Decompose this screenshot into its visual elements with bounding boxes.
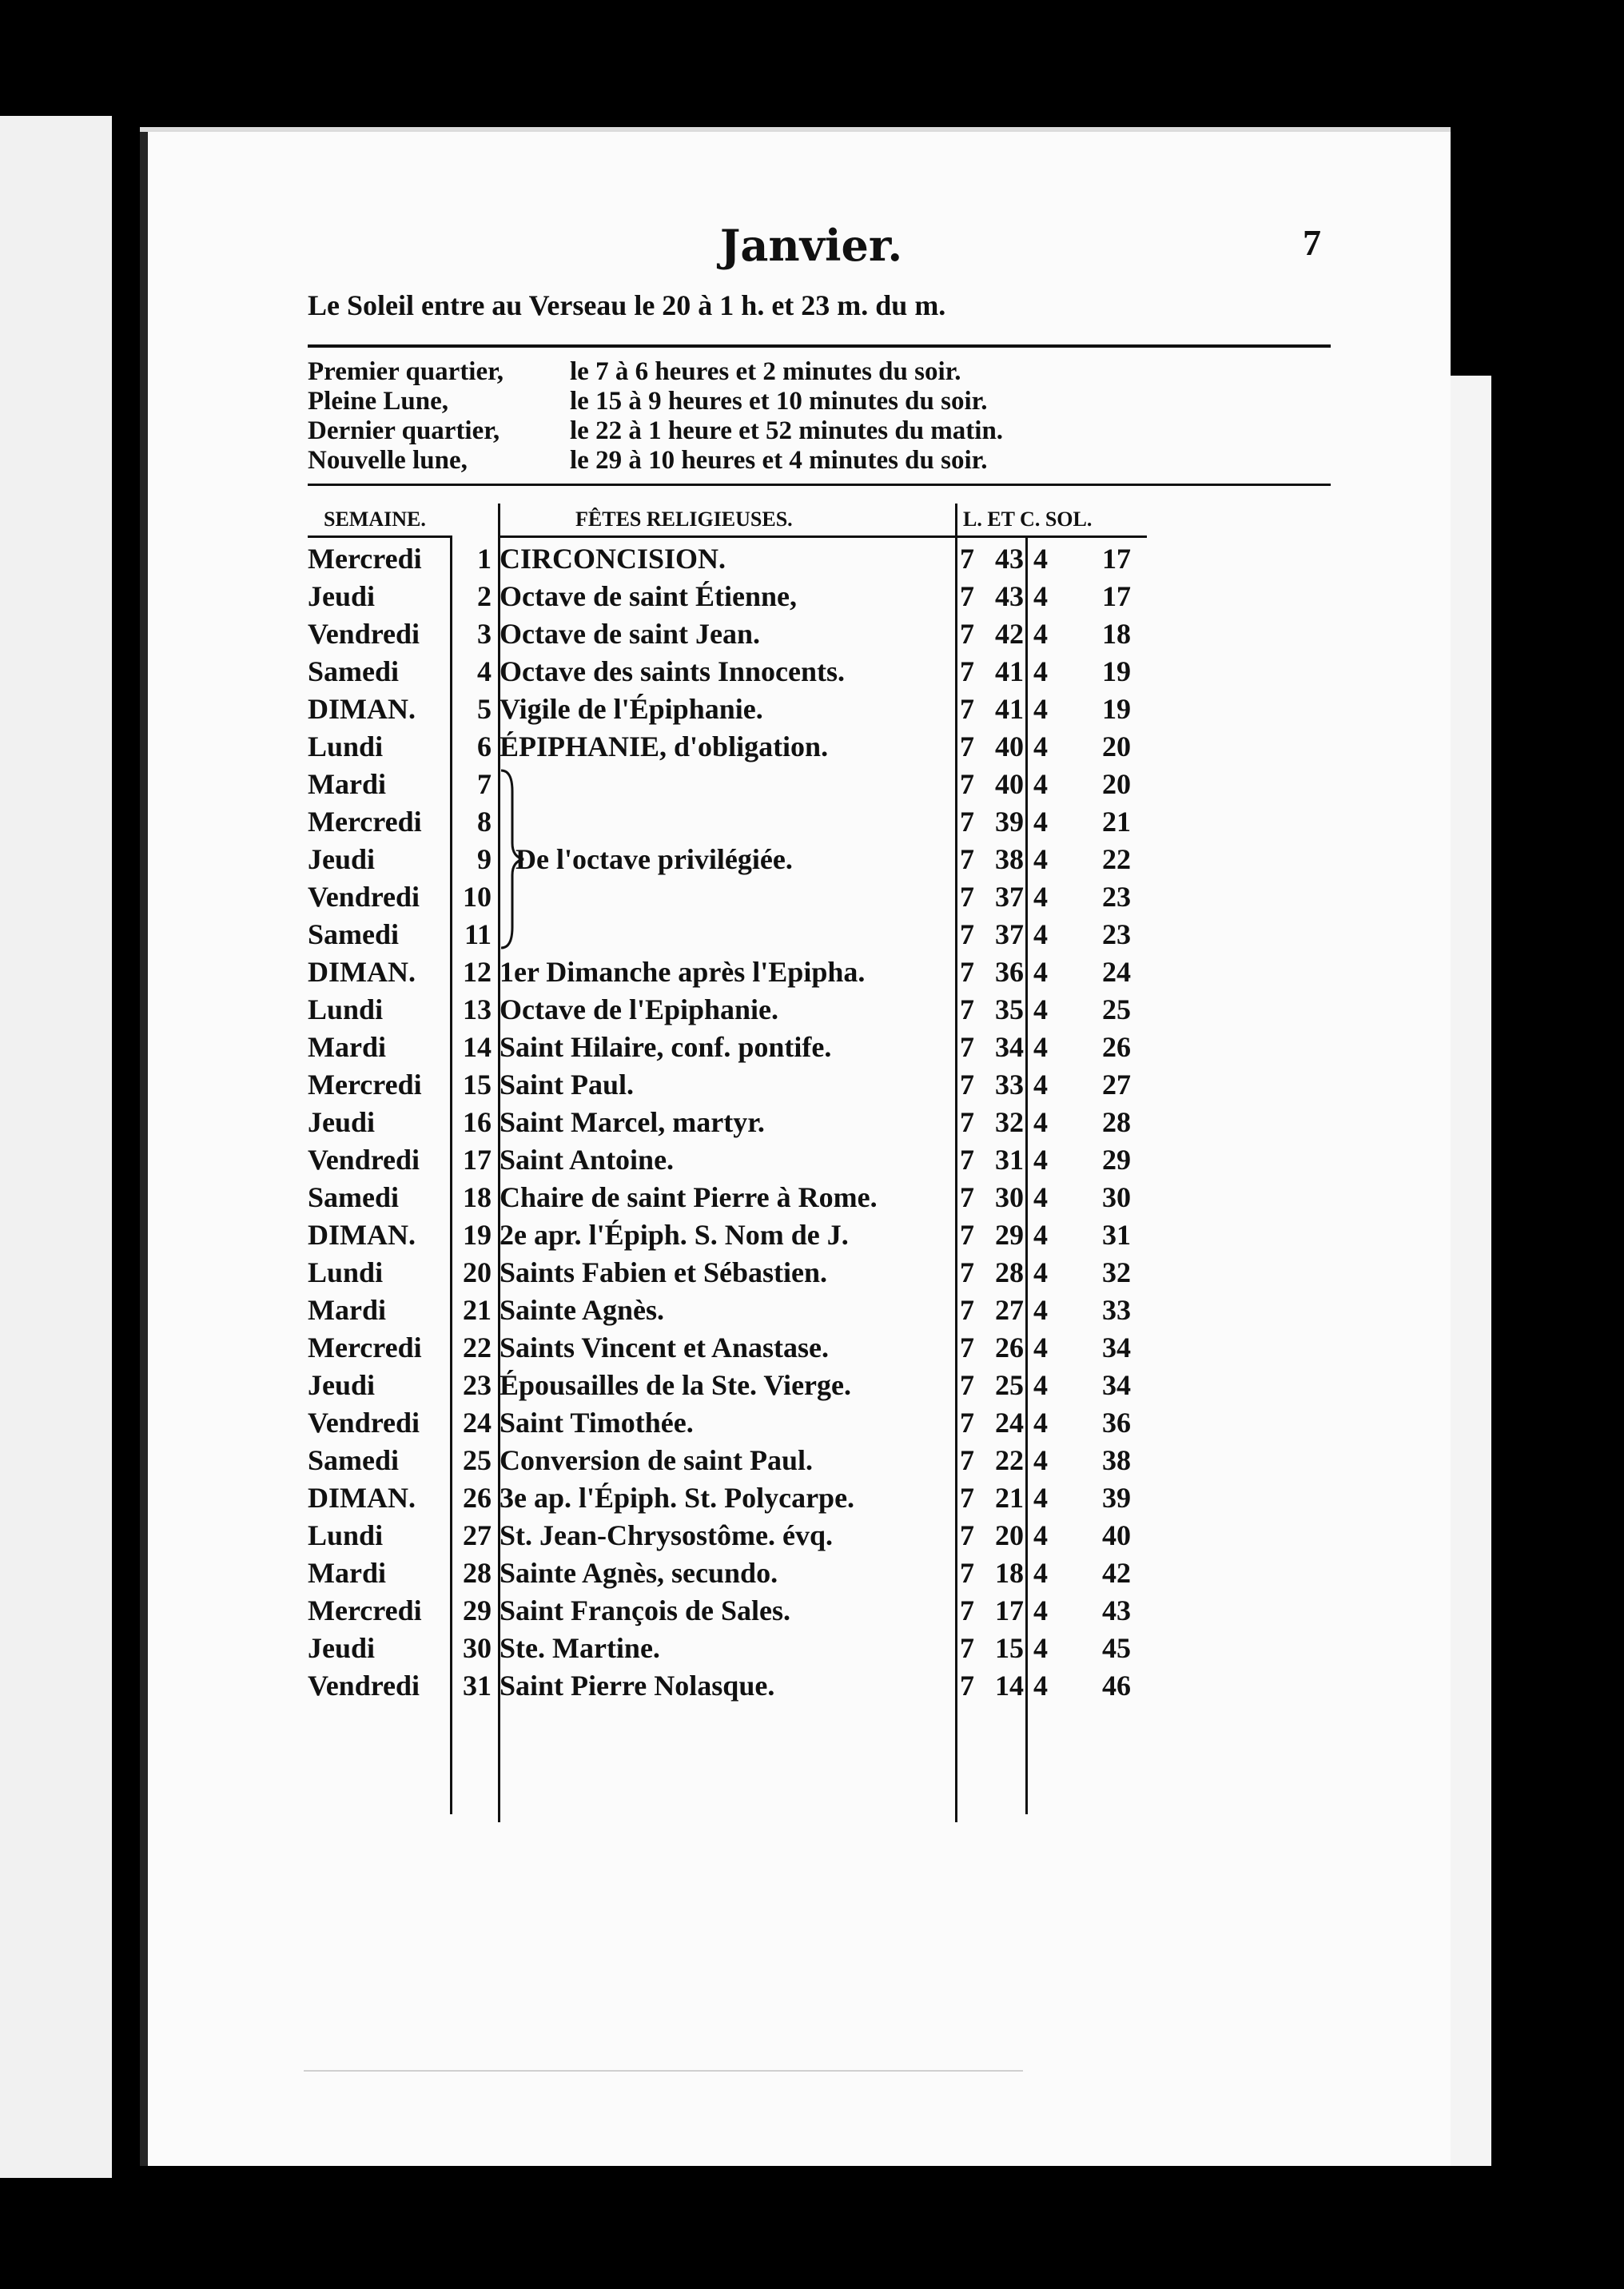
- sunrise-minutes: 38: [995, 843, 1024, 875]
- page-number: 7: [1303, 222, 1321, 263]
- sunrise-hour: 7: [960, 655, 974, 687]
- feast-name: Saint Timothée.: [500, 1407, 694, 1439]
- sunset-minutes: 24: [1102, 956, 1131, 988]
- sunrise-minutes: 25: [995, 1369, 1024, 1401]
- sunrise-minutes: 41: [995, 693, 1024, 725]
- sunrise-hour: 7: [960, 1444, 974, 1476]
- sunset-minutes: 38: [1102, 1444, 1131, 1476]
- sunrise-hour: 7: [960, 843, 974, 875]
- table-row: [308, 805, 1347, 842]
- sunrise-hour: 7: [960, 1594, 974, 1626]
- table-row: [308, 655, 1347, 692]
- sunset-minutes: 18: [1102, 618, 1131, 650]
- sunrise-hour: 7: [960, 918, 974, 950]
- day-number: 28: [463, 1557, 492, 1589]
- sunset-minutes: 20: [1102, 768, 1131, 800]
- sunrise-minutes: 35: [995, 993, 1024, 1025]
- sunset-minutes: 26: [1102, 1031, 1131, 1063]
- table-row: [308, 880, 1347, 918]
- sunset-minutes: 28: [1102, 1106, 1131, 1138]
- day-name: Jeudi: [308, 1369, 376, 1401]
- feast-name: Vigile de l'Épiphanie.: [500, 693, 763, 725]
- day-number: 11: [464, 918, 492, 950]
- sunrise-hour: 7: [960, 1294, 974, 1326]
- day-name: Vendredi: [308, 881, 420, 913]
- table-row: [308, 730, 1347, 767]
- day-number: 10: [463, 881, 492, 913]
- sunrise-hour: 7: [960, 768, 974, 800]
- day-number: 18: [463, 1181, 492, 1213]
- day-number: 1: [477, 543, 492, 575]
- feast-name: 1er Dimanche après l'Epipha.: [500, 956, 866, 988]
- sunset-minutes: 17: [1102, 580, 1131, 612]
- sunset-minutes: 43: [1102, 1594, 1131, 1626]
- sunrise-minutes: 43: [995, 580, 1024, 612]
- semaine-underline: [308, 535, 450, 538]
- sunrise-minutes: 14: [995, 1670, 1024, 1702]
- day-name: Lundi: [308, 1256, 384, 1288]
- sunrise-hour: 7: [960, 1407, 974, 1439]
- day-number: 27: [463, 1519, 492, 1551]
- sunrise-hour: 7: [960, 1670, 974, 1702]
- day-number: 17: [463, 1144, 492, 1176]
- table-row: [308, 1669, 1347, 1706]
- sunset-minutes: 17: [1102, 543, 1131, 575]
- day-number: 31: [463, 1670, 492, 1702]
- sunset-hour: 4: [1033, 881, 1048, 913]
- feast-name: Saint Paul.: [500, 1069, 635, 1101]
- feast-name: ÉPIPHANIE, d'obligation.: [500, 730, 829, 762]
- day-number: 14: [463, 1031, 492, 1063]
- column-headers: [308, 508, 1347, 536]
- sunset-minutes: 23: [1102, 918, 1131, 950]
- sunset-minutes: 45: [1102, 1632, 1131, 1664]
- sunset-hour: 4: [1033, 1444, 1048, 1476]
- sunrise-hour: 7: [960, 1219, 974, 1251]
- table-row: [308, 1406, 1347, 1443]
- table-row: [308, 767, 1347, 805]
- day-name: Mardi: [308, 768, 386, 800]
- sunset-minutes: 39: [1102, 1482, 1131, 1514]
- sunrise-hour: 7: [960, 1106, 974, 1138]
- sunrise-minutes: 27: [995, 1294, 1024, 1326]
- feast-name: Sainte Agnès.: [500, 1294, 665, 1326]
- table-row: [308, 993, 1347, 1030]
- feast-name: CIRCONCISION.: [500, 543, 726, 575]
- sunrise-minutes: 29: [995, 1219, 1024, 1251]
- feast-name: Octave de l'Epiphanie.: [500, 993, 779, 1025]
- day-number: 13: [463, 993, 492, 1025]
- day-number: 23: [463, 1369, 492, 1401]
- sunset-hour: 4: [1033, 730, 1048, 762]
- sunset-minutes: 20: [1102, 730, 1131, 762]
- day-number: 5: [477, 693, 492, 725]
- feast-name: Sainte Agnès, secundo.: [500, 1557, 778, 1589]
- left-page-edge: [0, 116, 112, 2178]
- feast-name: St. Jean-Chrysostôme. évq.: [500, 1519, 833, 1551]
- sunrise-hour: 7: [960, 1332, 974, 1363]
- sunrise-minutes: 22: [995, 1444, 1024, 1476]
- sunrise-minutes: 36: [995, 956, 1024, 988]
- sunset-hour: 4: [1033, 1106, 1048, 1138]
- day-number: 30: [463, 1632, 492, 1664]
- day-number: 25: [463, 1444, 492, 1476]
- table-row: [308, 1256, 1347, 1293]
- sunset-hour: 4: [1033, 843, 1048, 875]
- day-number: 7: [477, 768, 492, 800]
- table-row: [308, 955, 1347, 993]
- day-name: Mercredi: [308, 1594, 422, 1626]
- day-number: 22: [463, 1332, 492, 1363]
- sunrise-hour: 7: [960, 1069, 974, 1101]
- sunrise-minutes: 31: [995, 1144, 1024, 1176]
- day-name: Vendredi: [308, 1407, 420, 1439]
- feast-name: 3e ap. l'Épiph. St. Polycarpe.: [500, 1482, 855, 1514]
- octave-label: De l'octave privilégiée.: [515, 843, 793, 875]
- sunrise-minutes: 17: [995, 1594, 1024, 1626]
- calendar-table: [308, 535, 1347, 1902]
- day-name: Jeudi: [308, 843, 376, 875]
- top-rule: [308, 344, 1331, 348]
- sunrise-hour: 7: [960, 1632, 974, 1664]
- day-name: Jeudi: [308, 1632, 376, 1664]
- fetes-underline: [498, 535, 955, 538]
- sol-underline: [955, 535, 1147, 538]
- sunrise-minutes: 37: [995, 881, 1024, 913]
- phase-detail: le 22 à 1 heure et 52 minutes du matin.: [570, 416, 1004, 445]
- sunrise-hour: 7: [960, 543, 974, 575]
- sunrise-hour: 7: [960, 806, 974, 838]
- table-row: [308, 1331, 1347, 1368]
- day-number: 12: [463, 956, 492, 988]
- day-name: Mercredi: [308, 1069, 422, 1101]
- sunrise-minutes: 20: [995, 1519, 1024, 1551]
- sunset-hour: 4: [1033, 1632, 1048, 1664]
- sunrise-minutes: 18: [995, 1557, 1024, 1589]
- table-row: [308, 1068, 1347, 1105]
- sunset-minutes: 22: [1102, 843, 1131, 875]
- feast-name: Octave de saint Étienne,: [500, 580, 797, 612]
- sunrise-minutes: 24: [995, 1407, 1024, 1439]
- day-number: 16: [463, 1106, 492, 1138]
- sunset-minutes: 30: [1102, 1181, 1131, 1213]
- feast-name: Saint Marcel, martyr.: [500, 1106, 765, 1138]
- sunset-minutes: 36: [1102, 1407, 1131, 1439]
- phase-detail: le 29 à 10 heures et 4 minutes du soir.: [570, 446, 988, 475]
- sunset-minutes: 46: [1102, 1670, 1131, 1702]
- sunrise-hour: 7: [960, 1144, 974, 1176]
- sunrise-hour: 7: [960, 1482, 974, 1514]
- sunset-hour: 4: [1033, 1332, 1048, 1363]
- day-number: 26: [463, 1482, 492, 1514]
- day-number: 15: [463, 1069, 492, 1101]
- header-fetes: FÊTES RELIGIEUSES.: [575, 508, 793, 531]
- day-name: DIMAN.: [308, 1219, 416, 1251]
- day-name: Samedi: [308, 918, 400, 950]
- sunrise-hour: 7: [960, 1256, 974, 1288]
- sunrise-minutes: 15: [995, 1632, 1024, 1664]
- table-row: [308, 1368, 1347, 1406]
- day-number: 24: [463, 1407, 492, 1439]
- table-row: [308, 579, 1347, 617]
- table-row: [308, 1218, 1347, 1256]
- sunset-hour: 4: [1033, 1256, 1048, 1288]
- phase-name: Premier quartier,: [308, 357, 504, 386]
- table-row: [308, 617, 1347, 655]
- day-name: Mardi: [308, 1557, 386, 1589]
- day-name: Mercredi: [308, 543, 422, 575]
- sunrise-minutes: 42: [995, 618, 1024, 650]
- sunrise-minutes: 32: [995, 1106, 1024, 1138]
- moon-phase: [308, 446, 1339, 476]
- phase-detail: le 7 à 6 heures et 2 minutes du soir.: [570, 357, 961, 386]
- day-name: Vendredi: [308, 618, 420, 650]
- sunrise-minutes: 33: [995, 1069, 1024, 1101]
- day-number: 2: [477, 580, 492, 612]
- day-name: DIMAN.: [308, 956, 416, 988]
- day-name: Mardi: [308, 1031, 386, 1063]
- day-number: 29: [463, 1594, 492, 1626]
- feast-name: Saint François de Sales.: [500, 1594, 791, 1626]
- table-row: [308, 1594, 1347, 1631]
- day-number: 21: [463, 1294, 492, 1326]
- sunset-hour: 4: [1033, 693, 1048, 725]
- sunrise-minutes: 30: [995, 1181, 1024, 1213]
- day-name: Mercredi: [308, 1332, 422, 1363]
- sunset-hour: 4: [1033, 993, 1048, 1025]
- sunset-hour: 4: [1033, 1519, 1048, 1551]
- sunset-hour: 4: [1033, 1557, 1048, 1589]
- day-number: 3: [477, 618, 492, 650]
- day-name: Lundi: [308, 1519, 384, 1551]
- sunrise-minutes: 26: [995, 1332, 1024, 1363]
- sunset-minutes: 23: [1102, 881, 1131, 913]
- moon-phase: [308, 387, 1339, 416]
- phase-name: Nouvelle lune,: [308, 446, 468, 475]
- phase-name: Pleine Lune,: [308, 387, 449, 416]
- sunrise-minutes: 21: [995, 1482, 1024, 1514]
- month-title: Janvier.: [719, 220, 903, 271]
- feast-name: Saint Hilaire, conf. pontife.: [500, 1031, 832, 1063]
- sunset-minutes: 34: [1102, 1332, 1131, 1363]
- sunset-hour: 4: [1033, 1181, 1048, 1213]
- sunset-minutes: 19: [1102, 655, 1131, 687]
- feast-name: Saints Fabien et Sébastien.: [500, 1256, 828, 1288]
- table-row: [308, 918, 1347, 955]
- sunrise-hour: 7: [960, 993, 974, 1025]
- feast-name: Chaire de saint Pierre à Rome.: [500, 1181, 878, 1213]
- sunset-hour: 4: [1033, 580, 1048, 612]
- feast-name: Saint Antoine.: [500, 1144, 675, 1176]
- sunrise-hour: 7: [960, 1369, 974, 1401]
- sunrise-hour: 7: [960, 618, 974, 650]
- page-content: [308, 132, 1321, 1890]
- table-row: [308, 842, 1347, 880]
- table-row: [308, 1443, 1347, 1481]
- day-number: 6: [477, 730, 492, 762]
- feast-name: Octave de saint Jean.: [500, 618, 760, 650]
- almanac-page: [140, 132, 1451, 2166]
- header-lever-coucher: L. ET C. SOL.: [963, 508, 1093, 531]
- sunrise-minutes: 40: [995, 730, 1024, 762]
- sunset-minutes: 42: [1102, 1557, 1131, 1589]
- header-semaine: SEMAINE.: [324, 508, 426, 531]
- day-number: 8: [477, 806, 492, 838]
- day-name: Samedi: [308, 1444, 400, 1476]
- sunset-hour: 4: [1033, 1144, 1048, 1176]
- feast-name: Saint Pierre Nolasque.: [500, 1670, 775, 1702]
- bleed-through-line: [304, 2070, 1023, 2072]
- feast-name: Octave des saints Innocents.: [500, 655, 846, 687]
- sunrise-hour: 7: [960, 580, 974, 612]
- moon-phase: [308, 357, 1339, 387]
- table-row: [308, 1519, 1347, 1556]
- sunset-minutes: 32: [1102, 1256, 1131, 1288]
- moon-phases: [308, 357, 1339, 476]
- sunset-hour: 4: [1033, 806, 1048, 838]
- sunrise-hour: 7: [960, 881, 974, 913]
- sunrise-hour: 7: [960, 1181, 974, 1213]
- sunset-minutes: 29: [1102, 1144, 1131, 1176]
- sunset-hour: 4: [1033, 1219, 1048, 1251]
- sunset-hour: 4: [1033, 618, 1048, 650]
- sunset-hour: 4: [1033, 1069, 1048, 1101]
- sunrise-minutes: 40: [995, 768, 1024, 800]
- sunrise-minutes: 34: [995, 1031, 1024, 1063]
- sunset-hour: 4: [1033, 768, 1048, 800]
- sunrise-hour: 7: [960, 1519, 974, 1551]
- sunrise-hour: 7: [960, 956, 974, 988]
- sunset-hour: 4: [1033, 543, 1048, 575]
- day-name: Lundi: [308, 993, 384, 1025]
- sunset-hour: 4: [1033, 918, 1048, 950]
- phase-name: Dernier quartier,: [308, 416, 500, 445]
- sunset-hour: 4: [1033, 1031, 1048, 1063]
- sunrise-hour: 7: [960, 730, 974, 762]
- day-name: Mardi: [308, 1294, 386, 1326]
- sunset-minutes: 33: [1102, 1294, 1131, 1326]
- day-name: Lundi: [308, 730, 384, 762]
- sunset-minutes: 21: [1102, 806, 1131, 838]
- day-name: Vendredi: [308, 1670, 420, 1702]
- sunset-hour: 4: [1033, 1407, 1048, 1439]
- sunrise-hour: 7: [960, 1557, 974, 1589]
- day-name: Samedi: [308, 1181, 400, 1213]
- table-row: [308, 1631, 1347, 1669]
- day-name: DIMAN.: [308, 693, 416, 725]
- day-name: Mercredi: [308, 806, 422, 838]
- sunrise-minutes: 28: [995, 1256, 1024, 1288]
- table-row: [308, 1030, 1347, 1068]
- day-name: Jeudi: [308, 1106, 376, 1138]
- day-number: 4: [477, 655, 492, 687]
- table-row: [308, 542, 1347, 579]
- table-row: [308, 1105, 1347, 1143]
- sunset-hour: 4: [1033, 1670, 1048, 1702]
- feast-name: Épousailles de la Ste. Vierge.: [500, 1369, 851, 1401]
- feast-name: Conversion de saint Paul.: [500, 1444, 814, 1476]
- sunset-hour: 4: [1033, 1482, 1048, 1514]
- table-row: [308, 1556, 1347, 1594]
- sunrise-hour: 7: [960, 1031, 974, 1063]
- table-row: [308, 1481, 1347, 1519]
- table-row: [308, 1293, 1347, 1331]
- feast-name: Saints Vincent et Anastase.: [500, 1332, 830, 1363]
- sunrise-minutes: 37: [995, 918, 1024, 950]
- sunrise-minutes: 41: [995, 655, 1024, 687]
- sunset-minutes: 27: [1102, 1069, 1131, 1101]
- sunrise-minutes: 39: [995, 806, 1024, 838]
- middle-rule: [308, 484, 1331, 486]
- feast-name: 2e apr. l'Épiph. S. Nom de J.: [500, 1219, 849, 1251]
- sunset-hour: 4: [1033, 655, 1048, 687]
- sunset-hour: 4: [1033, 1369, 1048, 1401]
- sunset-minutes: 19: [1102, 693, 1131, 725]
- table-row: [308, 1180, 1347, 1218]
- feast-name: Ste. Martine.: [500, 1632, 660, 1664]
- table-row: [308, 1143, 1347, 1180]
- day-number: 19: [463, 1219, 492, 1251]
- sunset-minutes: 34: [1102, 1369, 1131, 1401]
- phase-detail: le 15 à 9 heures et 10 minutes du soir.: [570, 387, 988, 416]
- moon-phase: [308, 416, 1339, 446]
- sunset-hour: 4: [1033, 956, 1048, 988]
- sun-entry-line: Le Soleil entre au Verseau le 20 à 1 h. et 23 m. du m.: [308, 289, 946, 321]
- table-row: [308, 692, 1347, 730]
- sunset-hour: 4: [1033, 1594, 1048, 1626]
- sunrise-minutes: 43: [995, 543, 1024, 575]
- sunset-hour: 4: [1033, 1294, 1048, 1326]
- day-name: DIMAN.: [308, 1482, 416, 1514]
- day-name: Jeudi: [308, 580, 376, 612]
- sunset-minutes: 31: [1102, 1219, 1131, 1251]
- day-name: Samedi: [308, 655, 400, 687]
- day-number: 20: [463, 1256, 492, 1288]
- sunrise-hour: 7: [960, 693, 974, 725]
- sunset-minutes: 25: [1102, 993, 1131, 1025]
- sunset-minutes: 40: [1102, 1519, 1131, 1551]
- day-name: Vendredi: [308, 1144, 420, 1176]
- day-number: 9: [477, 843, 492, 875]
